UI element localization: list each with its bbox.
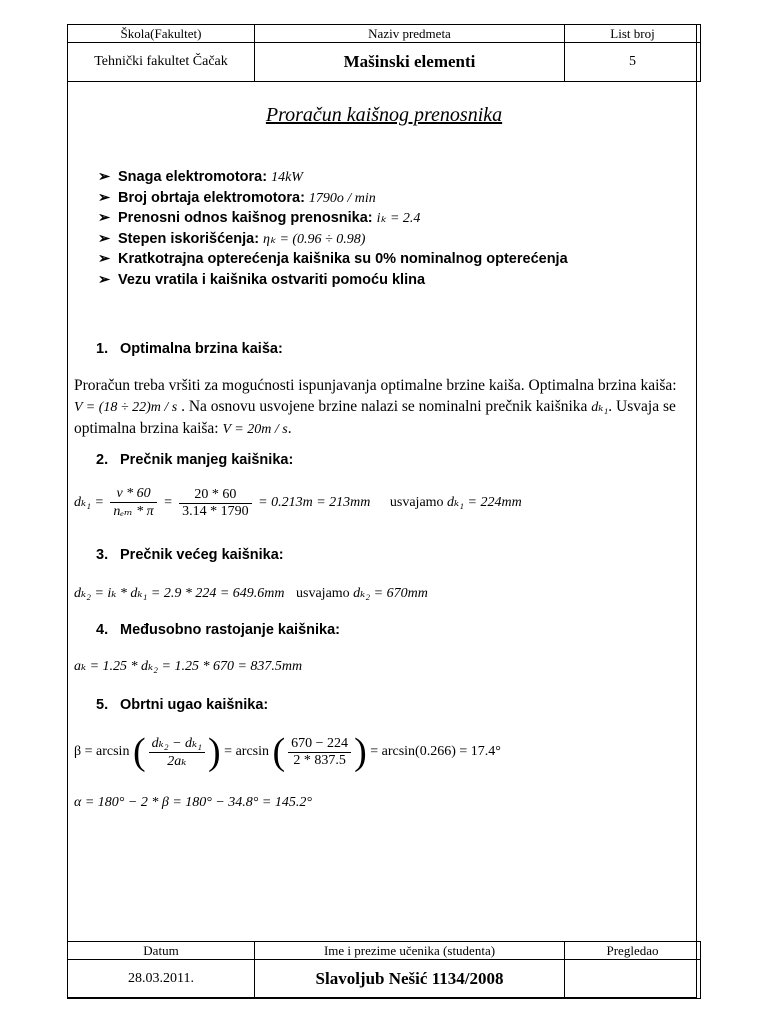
section-heading-4 — [96, 622, 340, 638]
section-heading-3 — [96, 547, 284, 563]
adopt-label: usvajamo — [296, 586, 350, 601]
section-title: Optimalna brzina kaiša: — [120, 341, 283, 357]
section-number: 4. — [96, 622, 109, 638]
formula-inline: V = 20m / s — [222, 422, 288, 437]
bullet-item — [98, 229, 568, 250]
sheet-number: 5 — [565, 43, 701, 82]
equation-text: dₖ₂ = iₖ * dₖ₁ = 2.9 * 224 = 649.6mm — [74, 586, 285, 601]
paragraph-text: . Na osnovu usvojene brzine nalazi se nominalni prečnik kaišnika — [181, 398, 588, 415]
section-title: Prečnik većeg kaišnika: — [120, 547, 284, 563]
equation-lhs: dₖ₁ = — [74, 495, 104, 511]
denominator: nₑₘ * π — [113, 504, 154, 519]
bullet-item — [98, 167, 568, 188]
denominator: 3.14 * 1790 — [182, 503, 249, 519]
date-label: Datum — [68, 942, 255, 960]
bullet-label: Broj obrtaja elektromotora: — [118, 189, 305, 206]
bullet-item — [98, 270, 568, 291]
equation-result: = arcsin(0.266) = 17.4° — [370, 744, 501, 760]
denominator: 2 * 837.5 — [293, 752, 346, 768]
bullet-label: Stepen iskorišćenja: — [118, 230, 260, 247]
footer-table — [67, 941, 701, 999]
adopted-value: dₖ₂ = 670mm — [353, 586, 428, 601]
section-title: Međusobno rastojanje kaišnika: — [120, 622, 340, 638]
section-number: 5. — [96, 697, 109, 713]
numerator: 670 − 224 — [288, 736, 351, 753]
paragraph-line — [74, 418, 734, 440]
numerator: 20 * 60 — [179, 487, 252, 504]
adopt-label: usvajamo — [389, 495, 444, 511]
subject-name: Mašinski elementi — [255, 43, 565, 82]
fraction — [179, 487, 252, 520]
fraction — [149, 735, 205, 770]
section-number: 2. — [96, 452, 109, 468]
bullet-label: Prenosni odnos kaišnog prenosnika: — [118, 210, 373, 226]
sheet-label: List broj — [565, 25, 701, 43]
school-name: Tehnički fakultet Čačak — [68, 43, 255, 82]
subject-label: Naziv predmeta — [255, 25, 565, 43]
bullet-label: Snaga elektromotora: — [118, 169, 268, 185]
section-title: Prečnik manjeg kaišnika: — [120, 452, 294, 468]
numerator: ν * 60 — [110, 486, 156, 503]
paragraph-optimal-speed — [74, 375, 734, 440]
bullet-item — [98, 208, 568, 229]
section-title: Obrtni ugao kaišnika: — [120, 697, 269, 713]
section-heading-2 — [96, 452, 293, 468]
arrow-bullet-icon: ➢ — [98, 210, 111, 226]
bullet-value: 1790o / min — [308, 190, 376, 206]
student-name: Slavoljub Nešić 1134/2008 — [255, 960, 565, 999]
fraction — [110, 486, 156, 520]
section-heading-5 — [96, 697, 268, 713]
input-data-list — [98, 167, 568, 290]
paragraph-text: . Usvaja se — [608, 398, 676, 415]
bullet-label: Kratkotrajna opterećenja kaišnika su 0% nominalnog opterećenja — [118, 251, 568, 267]
bullet-item — [98, 249, 568, 270]
arrow-bullet-icon: ➢ — [98, 251, 111, 267]
page-title: Proračun kaišnog prenosnika — [265, 104, 503, 126]
equation-result: = 0.213m = 213mm — [258, 495, 371, 511]
section-heading-1 — [96, 341, 283, 357]
arrow-bullet-icon: ➢ — [98, 189, 111, 206]
equation-wrap-angle-beta: β = arcsin ( $\frac{\text{dₖ₂ − dₖ₁}}{\text{2aₖ}}$ ) = arcsin ( $\frac{670 - 224}{2 * 837.5}$ ) = arcsin(0.266) = 17.4° — [74, 731, 501, 773]
bullet-value: 14kW — [271, 170, 303, 185]
equation-small-pulley: dₖ₁ = $\frac{\nu * 60}{\text{nₑₘ * π}}$ = $\frac{20 * 60}{3.14 * 1790}$ = 0.213m = 213mm usvajamo dₖ₁ = 224mm — [74, 486, 522, 519]
adopted-value: dₖ₁ = 224mm — [447, 495, 522, 511]
section-number: 1. — [96, 341, 109, 357]
equation-lhs: β = arcsin — [74, 744, 130, 760]
arrow-bullet-icon: ➢ — [98, 271, 111, 288]
header-table — [67, 24, 701, 82]
reviewer-label: Pregledao — [565, 942, 701, 960]
equation-text: aₖ = 1.25 * dₖ₂ = 1.25 * 670 = 837.5mm — [74, 659, 303, 674]
arrow-bullet-icon: ➢ — [98, 169, 111, 185]
arrow-bullet-icon: ➢ — [98, 230, 111, 247]
paragraph-line — [74, 396, 734, 418]
section-number: 3. — [96, 547, 109, 563]
equation-part: = arcsin — [224, 744, 269, 760]
equation-wrap-angle-alpha — [74, 795, 312, 811]
paragraph-line: Proračun treba vršiti za mogućnosti ispunjavanja optimalne brzine kaiša. Optimalna brzina kaiša: — [74, 377, 677, 394]
equation-large-pulley — [74, 585, 428, 602]
fraction — [288, 736, 351, 769]
bullet-item — [98, 188, 568, 209]
denominator: 2aₖ — [167, 753, 187, 769]
date-value: 28.03.2011. — [68, 960, 255, 999]
formula-inline: V = (18 ÷ 22)m / s — [74, 400, 178, 415]
numerator: dₖ₂ − dₖ₁ — [149, 735, 205, 753]
student-label: Ime i prezime učenika (studenta) — [255, 942, 565, 960]
equation-center-distance — [74, 658, 302, 675]
bullet-value: ηₖ = (0.96 ÷ 0.98) — [263, 231, 366, 247]
equation-text: α = 180° − 2 * β = 180° − 34.8° = 145.2° — [74, 795, 312, 810]
reviewer-value — [565, 960, 701, 999]
paragraph-text: . — [287, 420, 292, 437]
bullet-value: iₖ = 2.4 — [376, 211, 421, 226]
paragraph-text: optimalna brzina kaiša: — [74, 420, 219, 437]
bullet-label: Vezu vratila i kaišnika ostvariti pomoću klina — [118, 271, 426, 288]
formula-inline: dₖ₁ — [591, 400, 609, 415]
school-label: Škola(Fakultet) — [68, 25, 255, 43]
